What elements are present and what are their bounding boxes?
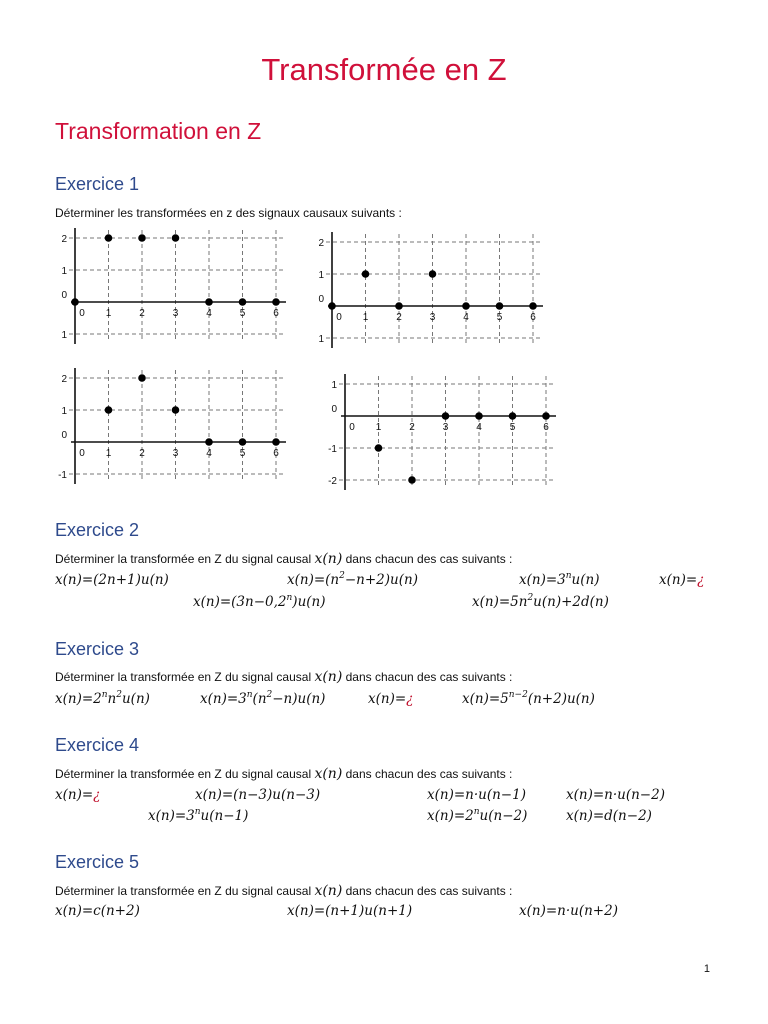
y-tick-label: -1 [328, 444, 337, 455]
data-point [172, 234, 180, 242]
data-point [509, 412, 517, 420]
data-point [138, 374, 146, 382]
data-point [205, 298, 213, 306]
x-tick-label: 3 [172, 448, 179, 459]
exercise-4-formula-1: x(n)=¿ [55, 787, 101, 803]
exercise-5-formula-3: x(n)=n·u(n+2) [519, 903, 618, 919]
data-point [71, 298, 79, 306]
data-point [542, 412, 550, 420]
x-tick-label: 1 [105, 448, 112, 459]
y-tick-label: 2 [61, 374, 67, 385]
exercise-2-title: Exercice 2 [55, 520, 140, 540]
y-tick-label: 2 [318, 238, 324, 249]
x-tick-label: 6 [543, 422, 549, 433]
data-point [272, 298, 280, 306]
exercise-5-formula-1: x(n)=c(n+2) [55, 903, 140, 919]
exercise-2-formula-2: $x(n)=(n^2-n+2)u(n)$ [287, 571, 418, 588]
x-tick-label: 5 [239, 308, 246, 319]
exercise-2-formula-1: x(n)=(2n+1)u(n) [55, 572, 169, 588]
x-tick-label: 4 [476, 422, 482, 433]
exercise-4-formula-5: $x(n)=3^nu(n-1)$ [148, 807, 249, 824]
exercise-5-title: Exercice 5 [55, 852, 140, 872]
section-title: Transformation en Z [55, 118, 262, 144]
exercise-4-formula-6: $x(n)=2^nu(n-2)$ [427, 807, 528, 824]
data-point [205, 438, 213, 446]
x-tick-label: 1 [362, 312, 369, 323]
data-point [105, 406, 113, 414]
exercise-4-formula-4: x(n)=n·u(n−2) [566, 787, 665, 803]
x-tick-label: 2 [396, 312, 402, 323]
exercise-3-formula-3: x(n)=¿ [368, 691, 414, 707]
y-tick-label: 0 [61, 290, 67, 301]
y-tick-label: 0 [331, 404, 337, 415]
document-title: Transformée en Z [261, 52, 507, 87]
data-point [138, 234, 146, 242]
plot-3 [55, 366, 295, 486]
y-tick-label: 1 [331, 380, 337, 391]
plot-1 [55, 226, 295, 346]
exercise-4-instruction: Déterminer la transformée en Z du signal causal x(n) dans chacun des cas suivants : [55, 766, 513, 782]
exercise-3-instruction: Déterminer la transformée en Z du signal causal x(n) dans chacun des cas suivants : [55, 669, 513, 685]
exercise-4-formula-3: x(n)=n·u(n−1) [427, 787, 526, 803]
data-point [462, 302, 470, 310]
y-tick-label: -1 [58, 470, 67, 481]
x-tick-label: 3 [442, 422, 449, 433]
plot-4 [325, 372, 565, 492]
exercise-2-formula-3: $x(n)=3^nu(n)$ [519, 571, 600, 588]
exercise-1-instruction: Déterminer les transformées en z des signaux causaux suivants : [55, 206, 402, 220]
y-tick-label: 0 [318, 294, 324, 305]
x-tick-label: 6 [530, 312, 536, 323]
x-tick-label: 4 [206, 448, 212, 459]
x-tick-label: 6 [273, 308, 279, 319]
data-point [442, 412, 450, 420]
x-tick-label: 0 [349, 422, 355, 433]
x-tick-label: 5 [509, 422, 516, 433]
exercise-3-formula-2: $x(n)=3^n(n^2-n)u(n)$ [200, 690, 326, 707]
exercise-3-formula-1: $x(n)=2^nn^2u(n)$ [55, 690, 150, 707]
page-number: 1 [703, 963, 710, 975]
data-point [429, 270, 437, 278]
data-point [408, 476, 416, 484]
data-point [239, 298, 247, 306]
x-tick-label: 1 [375, 422, 382, 433]
x-tick-label: 3 [429, 312, 436, 323]
x-tick-label: 0 [79, 308, 85, 319]
exercise-4-formula-2: x(n)=(n−3)u(n−3) [195, 787, 321, 803]
exercise-2-formula-6: $x(n)=5n^2u(n)+2d(n)$ [472, 593, 609, 610]
y-tick-label: 1 [318, 270, 324, 281]
exercise-2-instruction: Déterminer la transformée en Z du signal causal x(n) dans chacun des cas suivants : [55, 551, 513, 567]
x-tick-label: 2 [139, 308, 145, 319]
y-tick-label: 1 [61, 406, 67, 417]
y-tick-label: 1 [61, 330, 67, 341]
x-tick-label: 1 [105, 308, 112, 319]
x-tick-label: 0 [79, 448, 85, 459]
exercise-5-formula-2: x(n)=(n+1)u(n+1) [287, 903, 413, 919]
x-tick-label: 4 [206, 308, 212, 319]
y-tick-label: 1 [318, 334, 324, 345]
exercise-5-instruction: Déterminer la transformée en Z du signal causal x(n) dans chacun des cas suivants : [55, 883, 513, 899]
data-point [395, 302, 403, 310]
data-point [375, 444, 383, 452]
exercise-4-formula-7: x(n)=d(n−2) [566, 808, 652, 824]
plot-2 [312, 230, 552, 350]
y-tick-label: 1 [61, 266, 67, 277]
x-tick-label: 5 [239, 448, 246, 459]
x-tick-label: 6 [273, 448, 279, 459]
data-point [328, 302, 336, 310]
data-point [475, 412, 483, 420]
exercise-3-formula-4: $x(n)=5^{n-2}(n+2)u(n)$ [462, 690, 595, 707]
y-tick-label: -2 [328, 476, 337, 487]
x-tick-label: 5 [496, 312, 503, 323]
x-tick-label: 2 [409, 422, 415, 433]
data-point [239, 438, 247, 446]
exercise-4-title: Exercice 4 [55, 735, 140, 755]
x-tick-label: 4 [463, 312, 469, 323]
x-tick-label: 2 [139, 448, 145, 459]
data-point [496, 302, 504, 310]
y-tick-label: 0 [61, 430, 67, 441]
exercise-3-title: Exercice 3 [55, 639, 140, 659]
data-point [362, 270, 370, 278]
data-point [272, 438, 280, 446]
exercise-2-formula-5: $x(n)=(3n-0,2^n)u(n)$ [193, 593, 326, 610]
data-point [172, 406, 180, 414]
x-tick-label: 3 [172, 308, 179, 319]
data-point [105, 234, 113, 242]
exercise-2-formula-4: x(n)=¿ [659, 572, 705, 588]
y-tick-label: 2 [61, 234, 67, 245]
data-point [529, 302, 537, 310]
x-tick-label: 0 [336, 312, 342, 323]
exercise-1-title: Exercice 1 [55, 174, 140, 194]
